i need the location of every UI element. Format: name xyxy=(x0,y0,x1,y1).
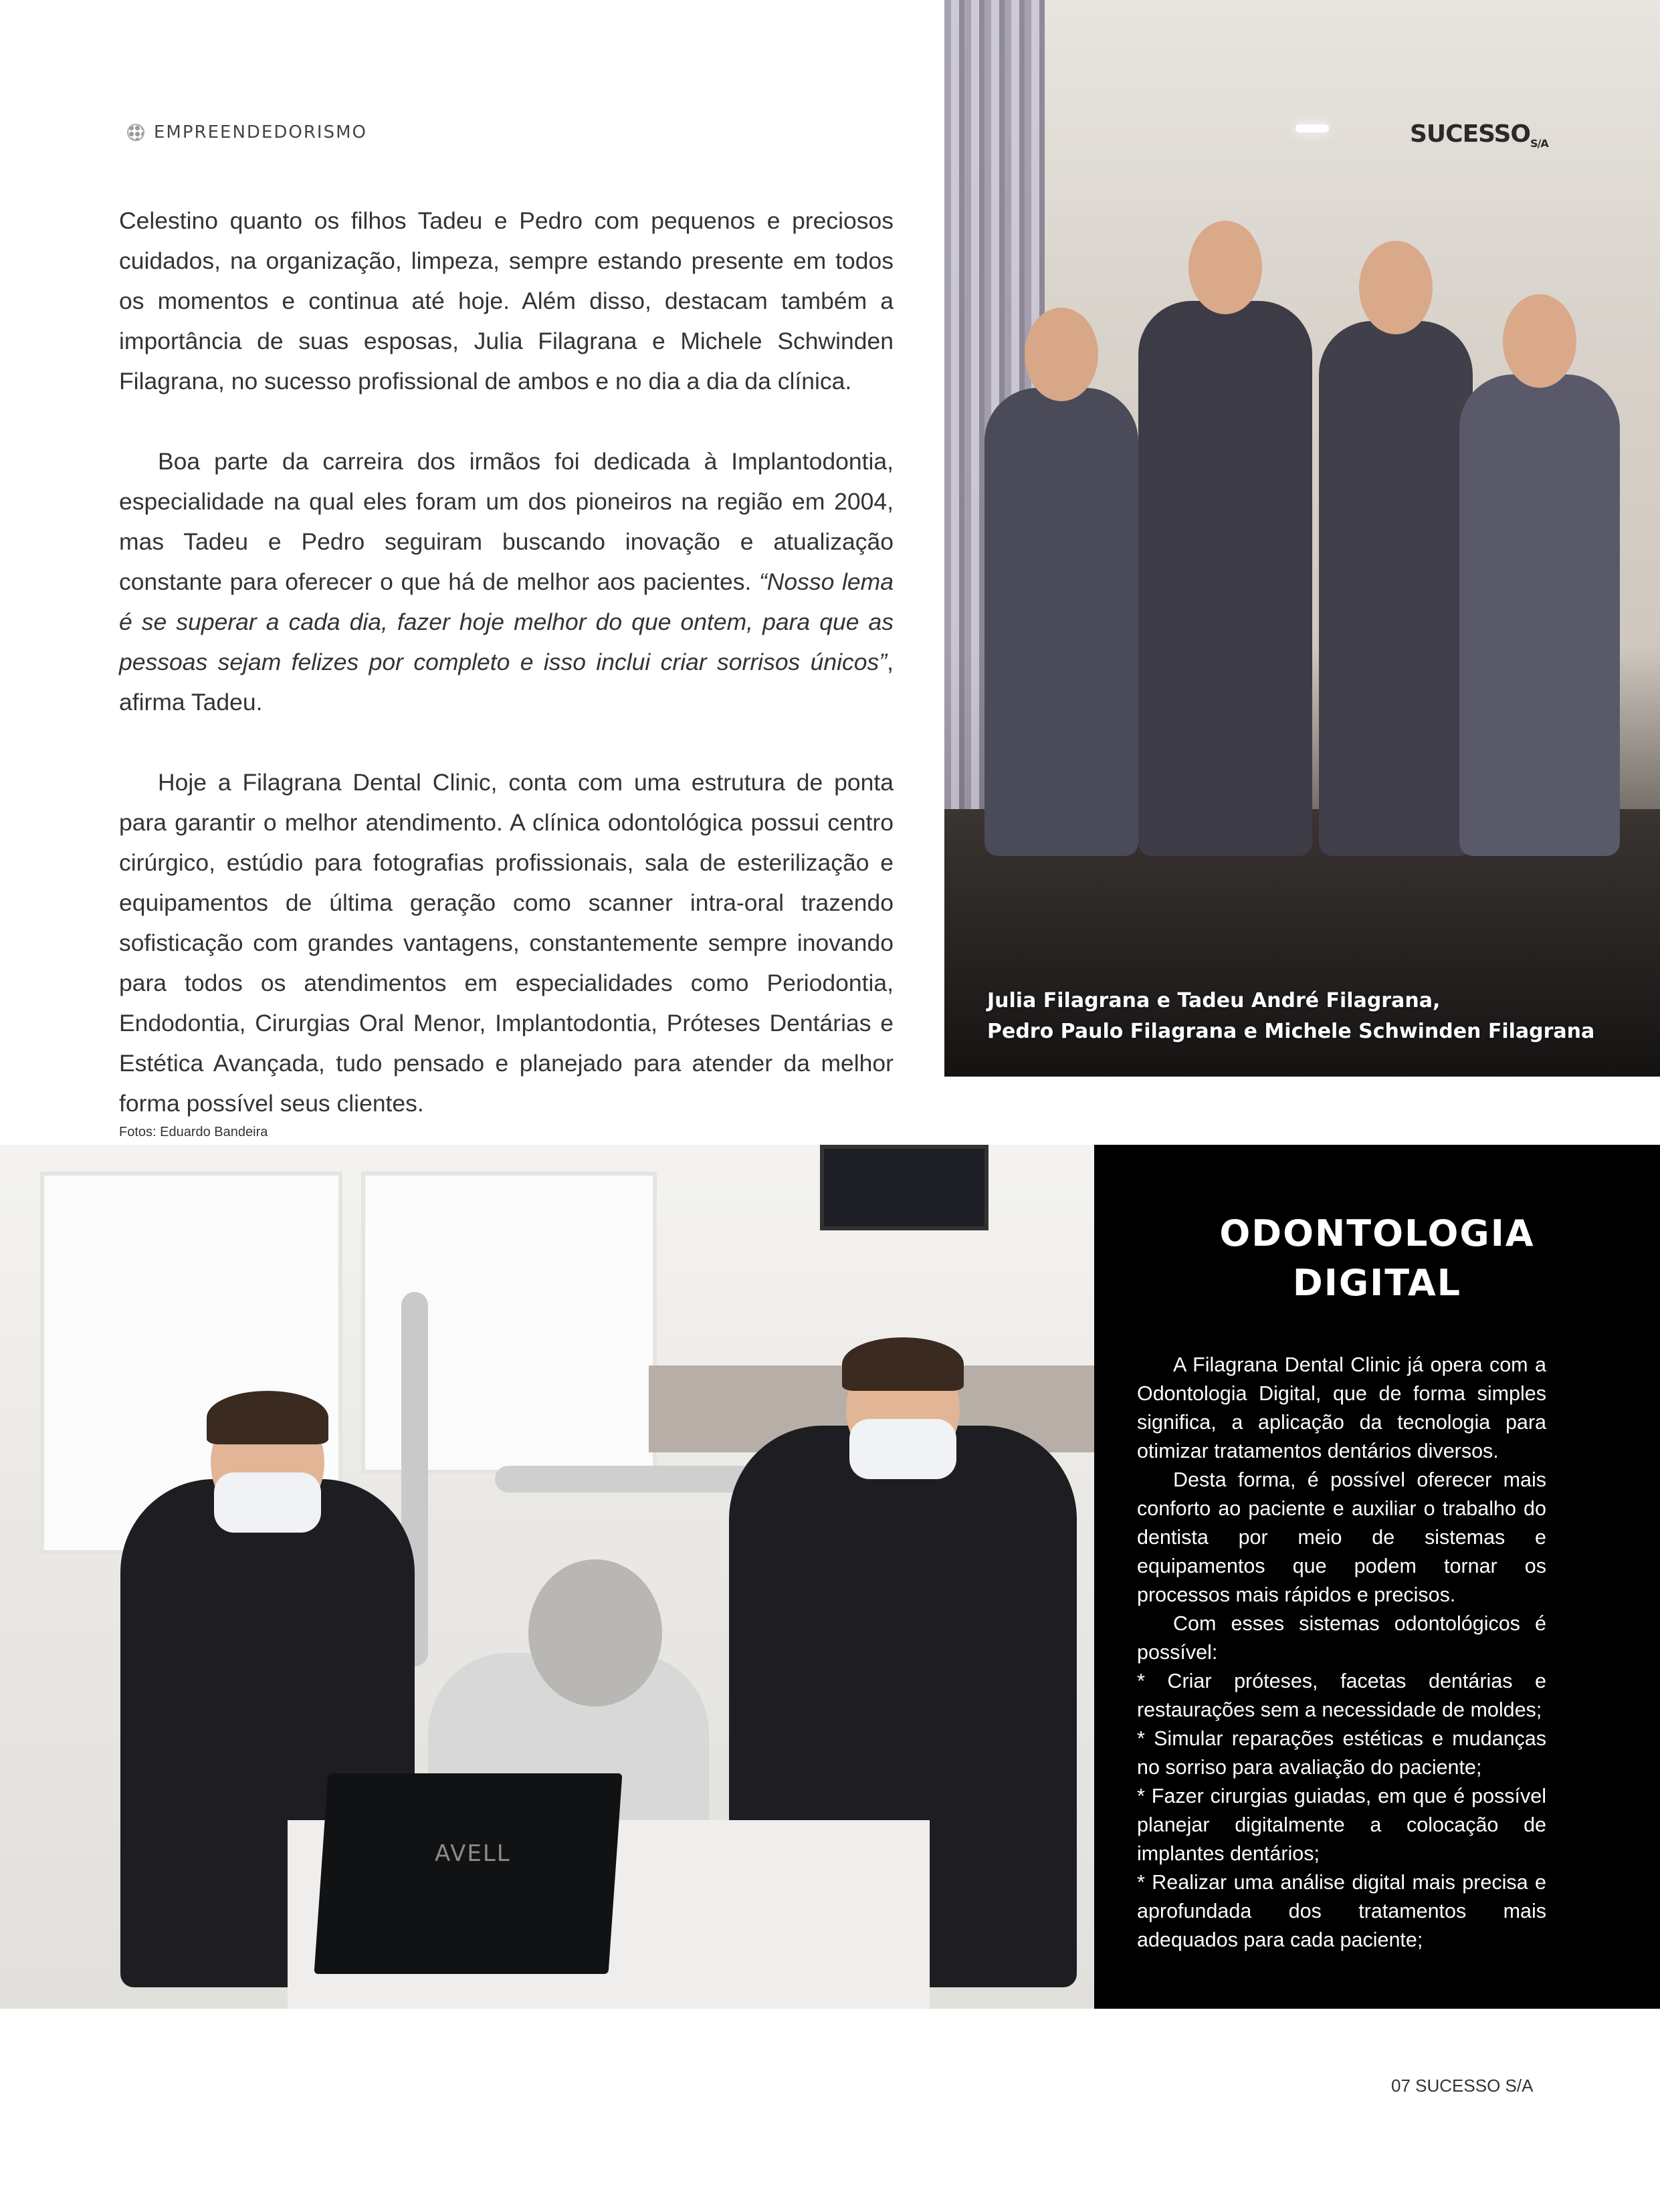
person-michele xyxy=(1459,374,1620,856)
box-list-item: * Fazer cirurgias guiadas, em que é possível planejar digitalmente a colocação de implantes dentários; xyxy=(1137,1785,1546,1865)
box-list-item: * Criar próteses, facetas dentárias e restaurações sem a necessidade de moldes; xyxy=(1137,1670,1546,1721)
caption-line-2: Pedro Paulo Filagrana e Michele Schwinden Filagrana xyxy=(987,1020,1595,1043)
ceiling-light xyxy=(1295,124,1329,132)
article-paragraph-2 xyxy=(119,441,894,722)
team-photo-caption xyxy=(987,986,1629,1047)
laptop xyxy=(314,1773,623,1974)
box-paragraph-3: Com esses sistemas odontológicos é possível: xyxy=(1137,1612,1546,1664)
logo-suffix: S/A xyxy=(1530,137,1548,150)
laptop-brand-logo: AVELL xyxy=(435,1840,511,1867)
patient xyxy=(528,1559,662,1706)
logo-text: SUCESSO xyxy=(1410,120,1531,148)
paragraph-2-text: Boa parte da carreira dos irmãos foi dedicada à Implantodontia, especialidade na qual eles foram um dos pioneiros na região em 2004, mas Tadeu e Pedro seguiram buscando inovação e atualização constante para oferecer o que há de melhor aos pacientes. xyxy=(119,448,894,595)
section-tag xyxy=(127,120,367,144)
page-number: 07 SUCESSO S/A xyxy=(1391,2076,1534,2096)
box-title-line-1: ODONTOLOGIA xyxy=(1219,1212,1535,1254)
caption-line-1: Julia Filagrana e Tadeu André Filagrana, xyxy=(987,989,1441,1012)
team-photo xyxy=(944,0,1660,1077)
section-label: EMPREENDEDORISMO xyxy=(154,122,367,142)
box-list-item: * Realizar uma análise digital mais precisa e aprofundada dos tratamentos mais adequados para cada paciente; xyxy=(1137,1871,1546,1951)
article-paragraph-1: Celestino quanto os filhos Tadeu e Pedro com pequenos e preciosos cuidados, na organização, limpeza, sempre estando presente em todos os momentos e continua até hoje. Além disso, destacam também a importância de suas esposas, Julia Filagrana e Michele Schwinden Filagrana, no sucesso profissional de ambos e no dia a dia da clínica. xyxy=(119,207,894,395)
person-pedro xyxy=(1319,321,1473,856)
box-text xyxy=(1137,1351,1546,1955)
article-body xyxy=(119,201,894,1164)
sucesso-logo xyxy=(1410,120,1548,150)
box-list-item: * Simular reparações estéticas e mudanças no sorriso para avaliação do paciente; xyxy=(1137,1727,1546,1779)
digital-dentistry-box xyxy=(1094,1145,1660,2009)
box-paragraph-1: A Filagrana Dental Clinic já opera com a Odontologia Digital, que de forma simples significa, a aplicação da tecnologia para otimizar tratamentos dentários diversos. xyxy=(1137,1353,1546,1462)
tadeu-quote: “Nosso lema é se superar a cada dia, fazer hoje melhor do que ontem, para que as pessoas sejam felizes por completo e isso inclui criar sorrisos únicos” xyxy=(119,568,894,675)
paragraph-2-attribution: , afirma Tadeu. xyxy=(119,649,894,715)
section-dot-icon xyxy=(127,124,144,141)
wall-monitor xyxy=(820,1145,989,1230)
article-paragraph-3: Hoje a Filagrana Dental Clinic, conta com uma estrutura de ponta para garantir o melhor atendimento. A clínica odontológica possui centro cirúrgico, estúdio para fotografias profissionais, sala de esterilização e equipamentos de última geração como scanner intra-oral trazendo sofisticação com grandes vantagens, constantemente sempre inovando para todos os atendimentos em especialidades como Periodontia, Endodontia, Cirurgias Oral Menor, Implantodontia, Próteses Dentárias e Estética Avançada, tudo pensado e planejado para atender da melhor forma possível seus clientes. xyxy=(119,769,894,1117)
person-julia xyxy=(984,388,1138,856)
dentists-photo xyxy=(0,1145,1094,2009)
photo-credit: Fotos: Eduardo Bandeira xyxy=(119,1125,268,1139)
box-paragraph-2: Desta forma, é possível oferecer mais conforto ao paciente e auxiliar o trabalho do dentista por meio de sistemas e equipamentos que podem tornar os processos mais rápidos e precisos. xyxy=(1137,1468,1546,1606)
box-title-line-2: DIGITAL xyxy=(1292,1262,1462,1304)
person-tadeu xyxy=(1138,301,1312,856)
box-title xyxy=(1094,1209,1660,1308)
